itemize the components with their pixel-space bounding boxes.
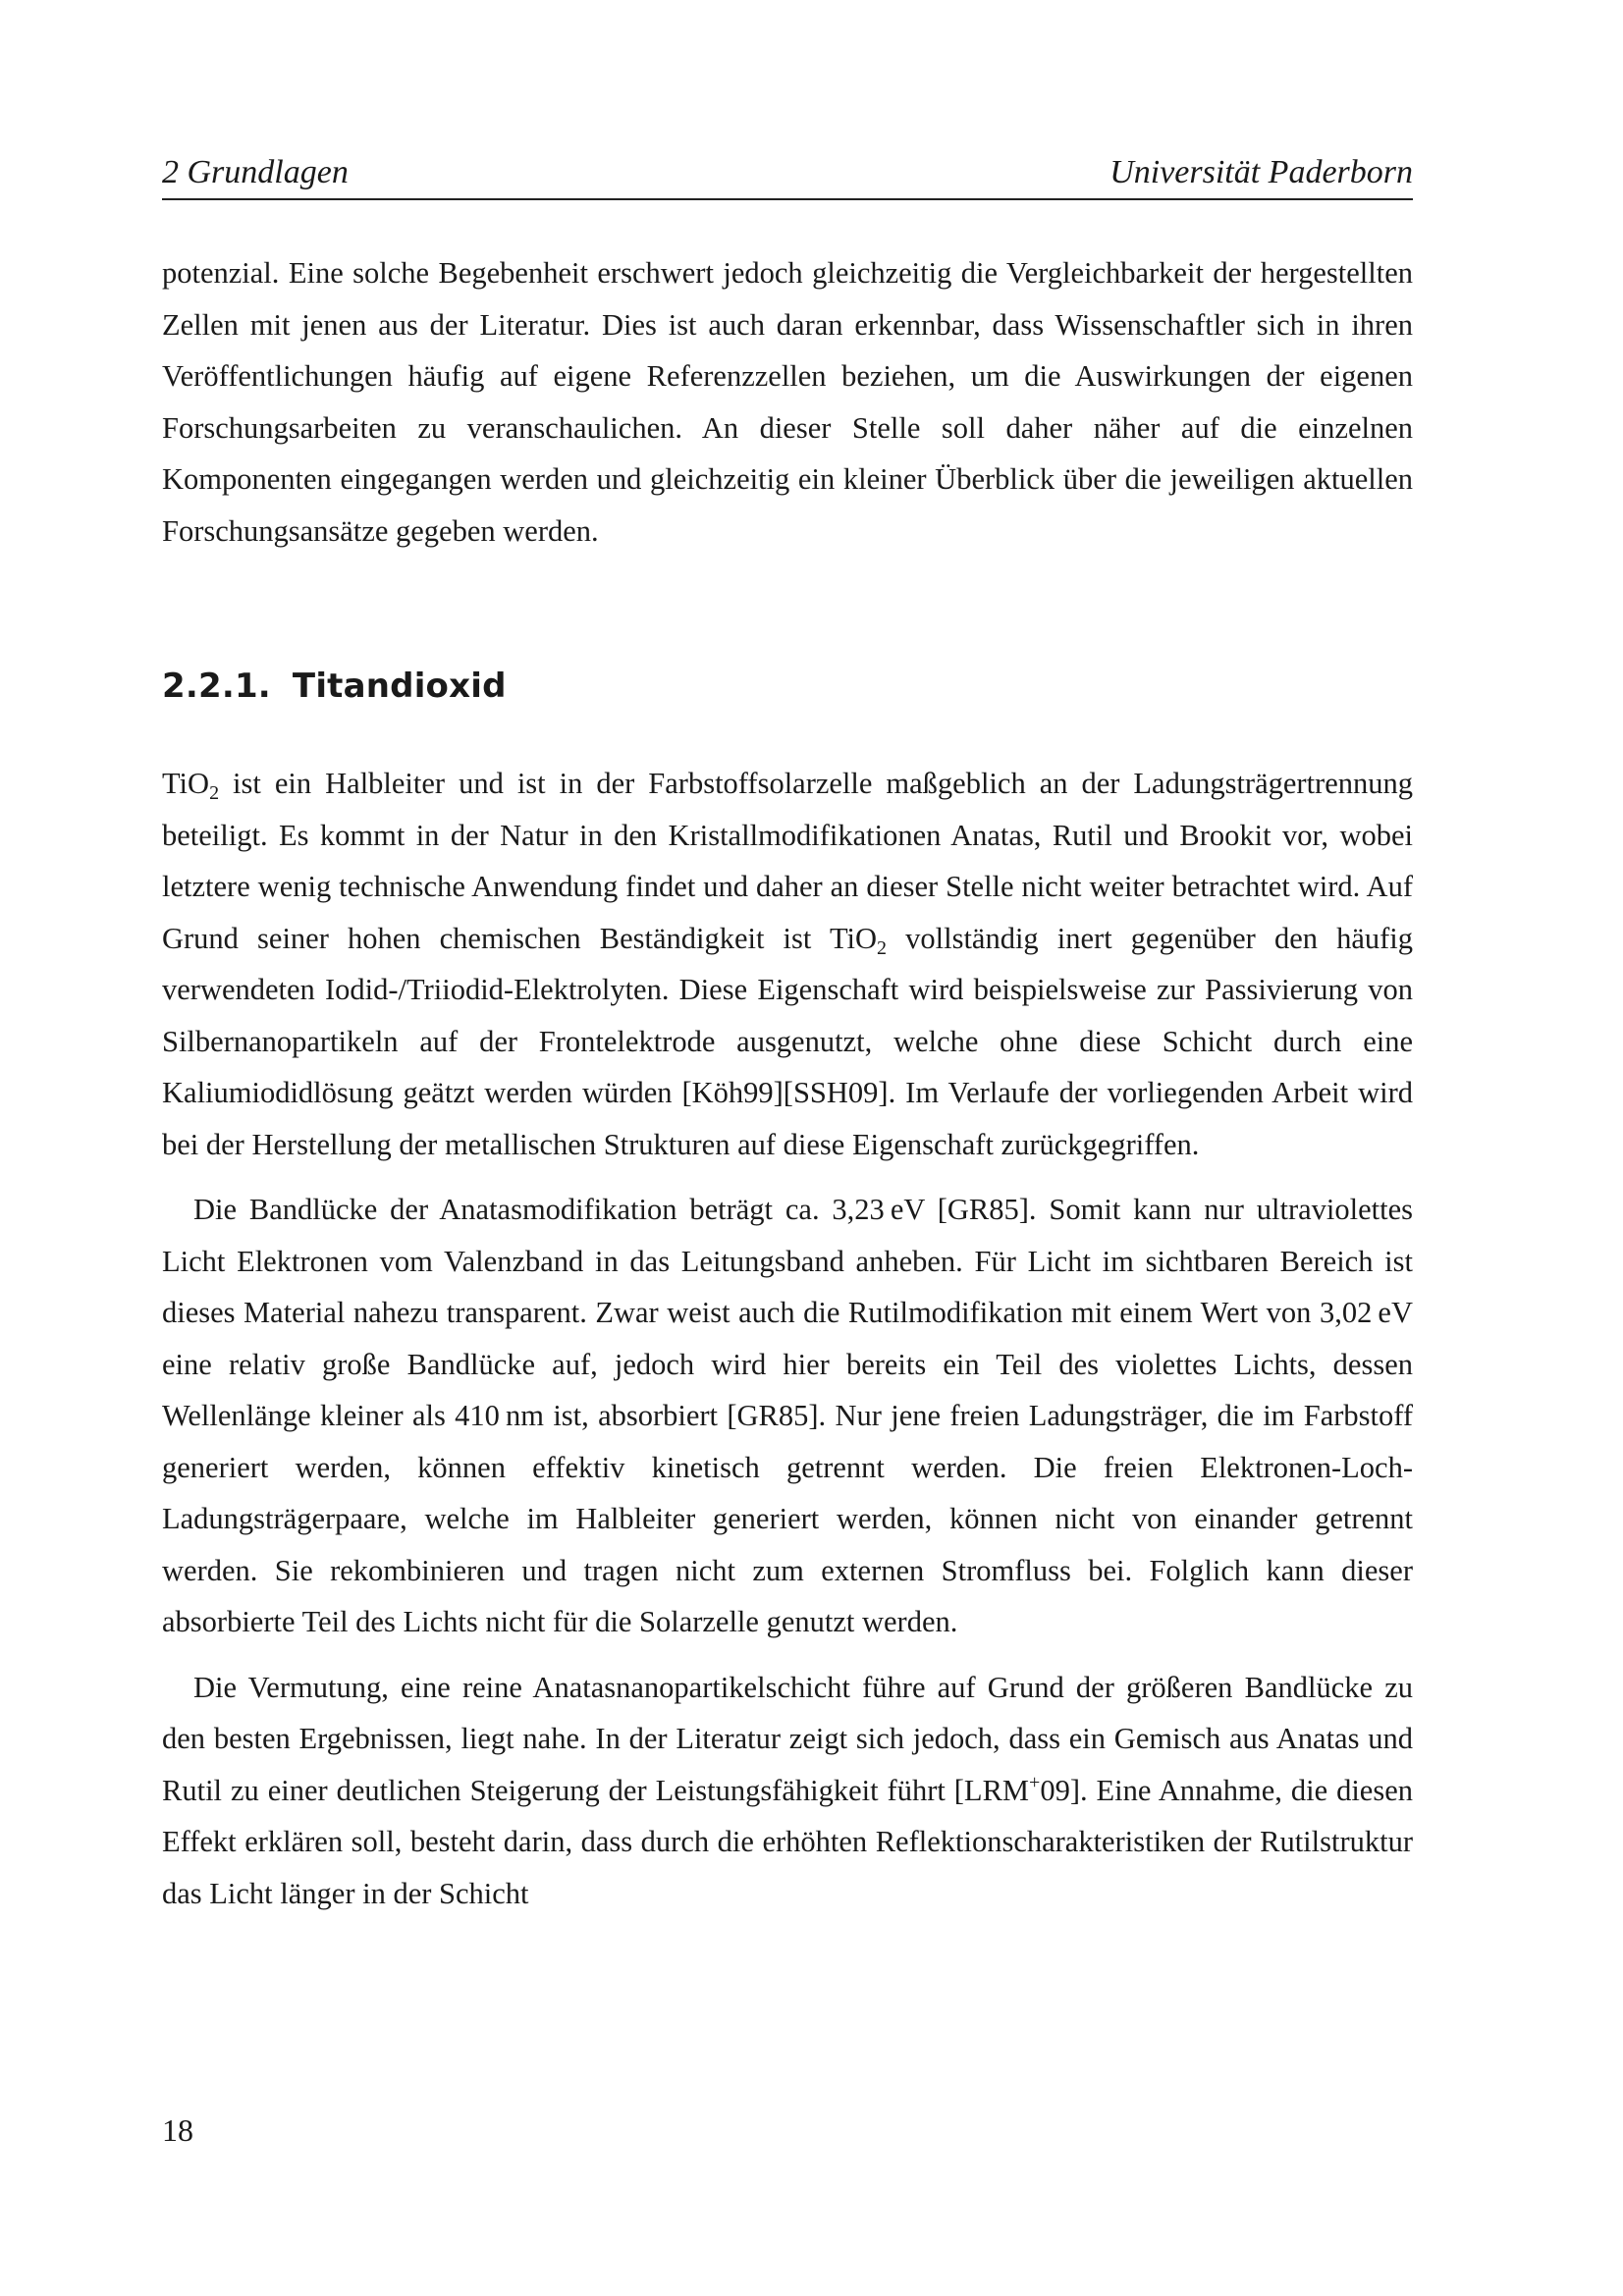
section-heading <box>162 662 1413 711</box>
page-number: 18 <box>162 2112 193 2148</box>
section-title: Titandioxid <box>292 667 507 706</box>
header-university: Universität Paderborn <box>1109 154 1413 190</box>
tio2-formula: TiO$_2$ <box>829 921 888 959</box>
paragraph-anatase-rutile: Die Vermutung, eine reine Anatasnanopartikelschicht führe auf Grund der größeren Bandlücke zu den besten Ergebnissen, liegt nahe. In der Literatur zeigt sich jedoch, dass ein Gemisch aus Anatas und Rutil zu einer deutlichen Steigerung der Leistungsfähigkeit führt [LRM+09]. Eine Annahme, die diesen Effekt erklären soll, besteht darin, dass durch die erhöhten Reflektionscharakteristiken der Rutilstruktur das Licht länger in der Schicht <box>162 1670 1413 1910</box>
tio2-formula: TiO$_2$ <box>162 767 220 804</box>
running-header <box>162 147 1413 200</box>
intro-paragraph: potenzial. Eine solche Begebenheit erschwert jedoch gleichzeitig die Vergleichbarkeit der hergestellten Zellen mit jenen aus der Literatur. Dies ist auch daran erkennbar, dass Wissenschaftler sich in ihren Veröffentlichungen häufig auf eigene Referenzzellen beziehen, um die Auswirkungen der eigenen Forschungsarbeiten zu veranschaulichen. An dieser Stelle soll daher näher auf die einzelnen Komponenten eingegangen werden und gleichzeitig ein kleiner Überblick über die jeweiligen aktuellen Forschungsansätze gegeben werden. <box>162 256 1413 548</box>
paragraph-bandgap: Die Bandlücke der Anatasmodifikation beträgt ca. 3,23 eV [GR85]. Somit kann nur ultraviolettes Licht Elektronen vom Valenzband in das Leitungsband anheben. Für Licht im sichtbaren Bereich ist dieses Material nahezu transparent. Zwar weist auch die Rutilmodifikation mit einem Wert von 3,02 eV eine relativ große Bandlücke auf, jedoch wird hier bereits ein Teil des violettes Lichts, dessen Wellenlänge kleiner als 410 nm ist, absorbiert [GR85]. Nur jene freien Ladungsträger, die im Farbstoff generiert werden, können effektiv kinetisch getrennt werden. Die freien Elektronen-Loch-Ladungsträgerpaare, welche im Halbleiter generiert werden, können nicht von einander getrennt werden. Sie rekombinieren und tragen nicht zum externen Stromfluss bei. Folglich kann dieser absorbierte Teil des Lichts nicht für die Solarzelle genutzt werden. <box>162 1193 1413 1638</box>
body-text <box>162 247 1413 1919</box>
paragraph-tio2-intro: TiO$_2$ ist ein Halbleiter und ist in der Farbstoffsolarzelle maßgeblich an der Ladungsträgertrennung beteiligt. Es kommt in der Natur in den Kristallmodifikationen Anatas, Rutil und Brookit vor, wobei letztere wenig technische Anwendung findet und daher an dieser Stelle nicht weiter betrachtet wird. Auf Grund seiner hohen chemischen Beständigkeit ist TiO$_2$ vollständig inert gegenüber den häufig verwendeten Iodid-/Triiodid-Elektrolyten. Diese Eigenschaft wird beispielsweise zur Passivierung von Silbernanopartikeln auf der Frontelektrode ausgenutzt, welche ohne diese Schicht durch eine Kaliumiodidlösung geätzt werden würden [Köh99][SSH09]. Im Verlaufe der vorliegenden Arbeit wird bei der Herstellung der metallischen Strukturen auf diese Eigenschaft zurückgegriffen. <box>162 767 1414 1161</box>
section-number: 2.2.1. <box>162 667 271 706</box>
header-chapter: 2 Grundlagen <box>162 154 349 190</box>
document-page <box>162 0 1413 2296</box>
